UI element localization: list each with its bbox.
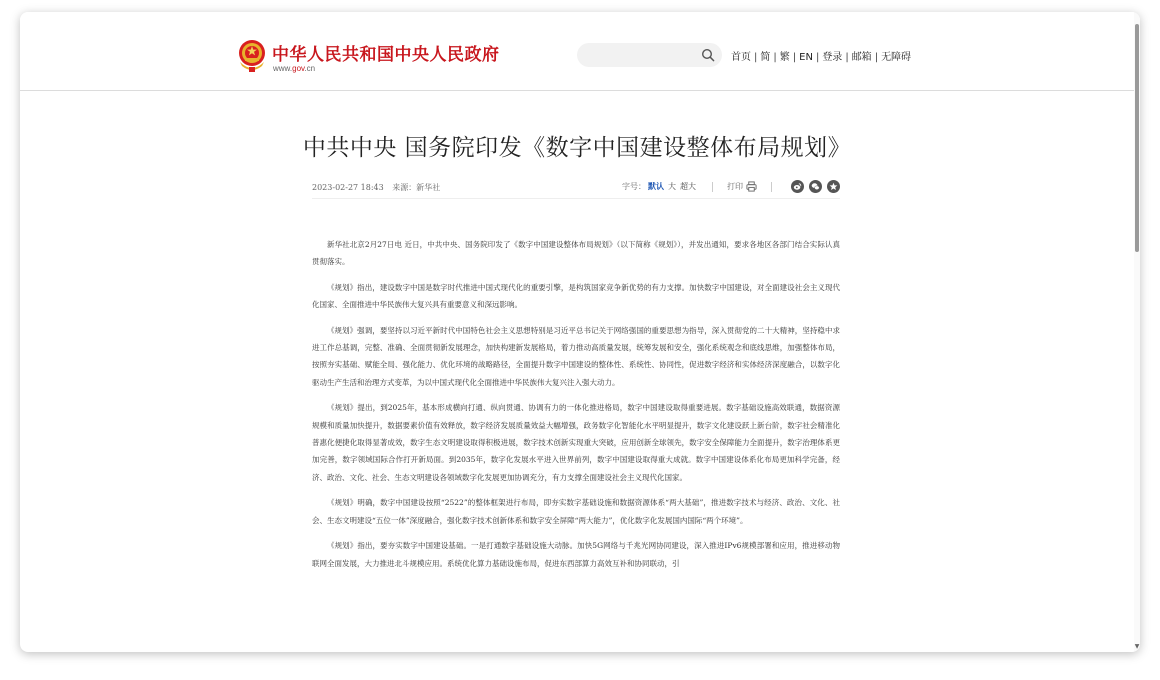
nav-separator: | — [815, 52, 820, 63]
national-emblem-icon[interactable] — [236, 38, 268, 74]
site-url[interactable] — [273, 64, 315, 73]
top-nav — [731, 48, 911, 63]
article-paragraph: 《规划》指出，要夯实数字中国建设基础。一是打通数字基础设施大动脉。加快5G网络与千兆光网协同建设，深入推进IPv6规模部署和应用，推进移动物联网全面发展，大力推进北斗规模应用。系统优化算力基础设施布局，促进东西部算力高效互补和协同联动，引 — [312, 541, 840, 568]
print-label[interactable]: 打印 — [727, 182, 743, 191]
article-paragraph: 《规划》指出，建设数字中国是数字时代推进中国式现代化的重要引擎，是构筑国家竞争新优势的有力支撑。加快数字中国建设，对全面建设社会主义现代化国家、全面推进中华民族伟大复兴具有重要意义和深远影响。 — [312, 282, 840, 310]
weibo-icon[interactable] — [791, 180, 804, 193]
search-box[interactable] — [577, 43, 722, 67]
site-url-suffix: .cn — [304, 64, 316, 73]
source-name: 新华社 — [416, 183, 441, 192]
site-url-gov: gov — [292, 64, 305, 73]
site-name[interactable]: 中华人民共和国中央人民政府 — [272, 45, 500, 65]
site-url-prefix: www. — [273, 64, 293, 73]
printer-icon[interactable] — [746, 181, 757, 192]
article-paragraph: 《规划》明确，数字中国建设按照“2522”的整体框架进行布局，即夯实数字基础设施和数据资源体系“两大基础”，推进数字技术与经济、政治、文化、社会、生态文明建设“五位一体”深度融合，强化数字技术创新体系和数字安全屏障“两大能力”，优化数字化发展国内国际“两个环境”。 — [312, 498, 840, 525]
nav-simplified[interactable]: 简 — [760, 52, 771, 63]
nav-home[interactable]: 首页 — [731, 52, 751, 63]
meta-left — [312, 182, 440, 193]
scrollbar-thumb[interactable] — [1135, 24, 1139, 252]
nav-separator: | — [792, 52, 797, 63]
nav-accessibility[interactable]: 无障碍 — [881, 52, 912, 63]
nav-english[interactable]: EN — [799, 52, 813, 63]
search-input[interactable] — [587, 46, 701, 66]
article-paragraph: 《规划》提出，到2025年，基本形成横向打通、纵向贯通、协调有力的一体化推进格局，数字中国建设取得重要进展。数字基础设施高效联通，数据资源规模和质量加快提升，数据要素价值有效释放，数字经济发展质量效益大幅增强，政务数字化智能化水平明显提升，数字文化建设跃上新台阶，数字社会精准化普惠化便捷化取得显著成效，数字生态文明建设取得积极进展，数字技术创新实现重大突破，应用创新全球领先，数字安全保障能力全面提升，数字治理体系更加完善，数字领域国际合作打开新局面。到2035年，数字化发展水平进入世界前列，数字中国建设取得重大成就。数字中国建设体系化布局更加科学完备，经济、政治、文化、社会、生态文明建设各领域数字化发展更加协调充分，有力支撑全面建设社会主义现代化国家。 — [312, 403, 840, 482]
wechat-icon[interactable] — [809, 180, 822, 193]
divider — [771, 182, 772, 192]
nav-traditional[interactable]: 繁 — [779, 52, 790, 63]
site-header — [20, 12, 1134, 91]
publish-date: 2023-02-27 18:43 — [312, 183, 384, 192]
article-title: 中共中央 国务院印发《数字中国建设整体布局规划》 — [302, 135, 852, 161]
nav-separator: | — [874, 52, 879, 63]
scroll-down-arrow-icon[interactable]: ▼ — [1134, 643, 1140, 650]
browser-window — [20, 12, 1140, 652]
article-paragraph: 《规划》强调，要坚持以习近平新时代中国特色社会主义思想特别是习近平总书记关于网络强国的重要思想为指导，深入贯彻党的二十大精神，坚持稳中求进工作总基调，完整、准确、全面贯彻新发展理念，加快构建新发展格局，着力推动高质量发展，统筹发展和安全，强化系统观念和底线思维，加强整体布局，按照夯实基础、赋能全局、强化能力、优化环境的战略路径，全面提升数字中国建设的整体性、系统性、协同性，促进数字经济和实体经济深度融合，以数字化驱动生产生活和治理方式变革，为以中国式现代化全面推进中华民族伟大复兴注入强大动力。 — [312, 325, 840, 387]
font-size-label: 字号： — [622, 182, 646, 191]
source-label: 来源： — [392, 183, 417, 192]
article-body — [312, 236, 840, 580]
font-size-large[interactable]: 大 — [668, 182, 676, 191]
nav-login[interactable]: 登录 — [822, 52, 843, 63]
nav-separator: | — [845, 52, 849, 63]
article-meta — [312, 180, 840, 199]
search-icon[interactable] — [701, 48, 715, 62]
font-size-default[interactable]: 默认 — [648, 181, 664, 191]
article-paragraph: 新华社北京2月27日电 近日，中共中央、国务院印发了《数字中国建设整体布局规划》（以下简称《规划》），并发出通知，要求各地区各部门结合实际认真贯彻落实。 — [312, 240, 840, 267]
divider — [712, 182, 713, 192]
nav-mail[interactable]: 邮箱 — [851, 52, 872, 63]
meta-right — [622, 180, 840, 193]
font-size-xlarge[interactable]: 超大 — [680, 182, 696, 191]
qzone-icon[interactable] — [827, 180, 840, 193]
scrollbar[interactable] — [1134, 12, 1140, 652]
nav-separator: | — [754, 52, 758, 63]
nav-separator: | — [773, 52, 777, 63]
